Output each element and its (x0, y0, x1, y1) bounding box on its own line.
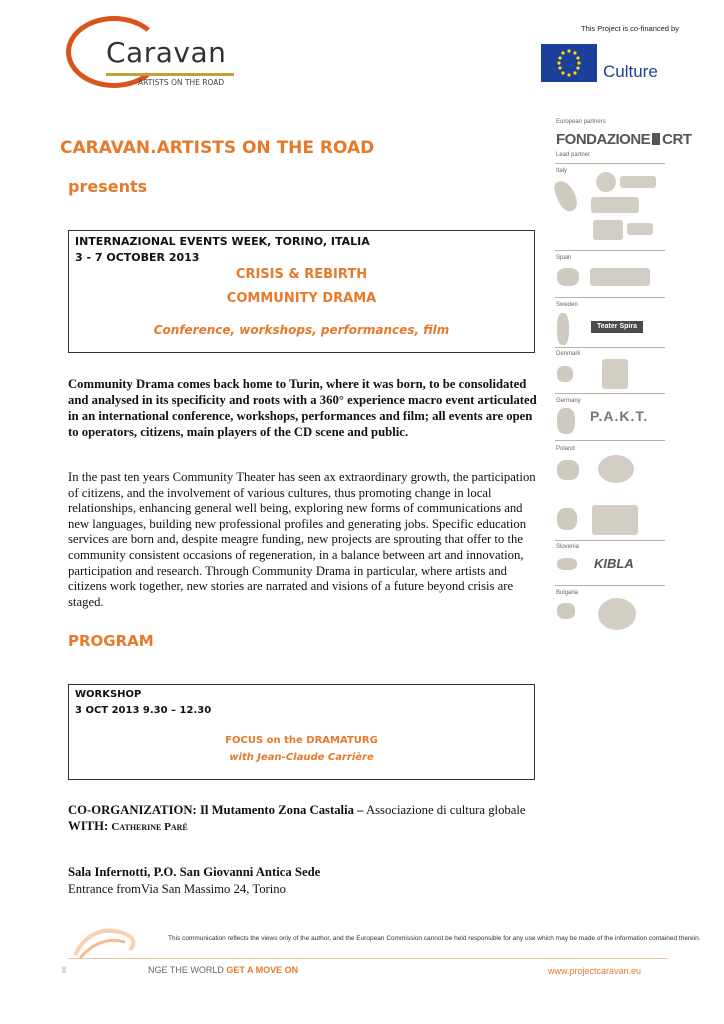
footer-url-link[interactable]: www.projectcaravan.eu (548, 966, 642, 976)
poland-map-icon (557, 460, 579, 480)
fondazione-crt-logo (556, 131, 692, 148)
denmark-map-icon (557, 366, 573, 382)
fondazione-text: FONDAZIONE (556, 131, 651, 148)
university-text-logo (620, 176, 656, 188)
italian-partner-logo (591, 197, 639, 213)
coorg-name: Il Mutamento Zona Castalia – (199, 803, 364, 817)
workshop-box (68, 684, 535, 780)
italy-label: Italy (556, 168, 568, 174)
with-name: Catherine Paré (111, 821, 188, 833)
teater-spira-logo: Teater Spira (591, 321, 643, 333)
divider (555, 347, 665, 348)
logo-subtitle: ARTISTS ON THE ROAD (138, 78, 225, 87)
event-dates-line: 3 - 7 OCTOBER 2013 (75, 251, 200, 264)
community-heading: COMMUNITY DRAMA (226, 291, 377, 306)
dancers-logo (593, 220, 623, 240)
tnt-logo (590, 268, 650, 286)
with-label: WITH: (68, 819, 109, 833)
presents-heading: presents (68, 177, 148, 196)
workshop-with: with Jean-Claude Carrière (229, 752, 374, 763)
eu-flag-icon (541, 44, 597, 82)
footer-divider (68, 958, 668, 959)
european-partners-label: European partners (556, 119, 606, 125)
crt-text: CRT (662, 131, 692, 148)
footer-swirl-icon (70, 920, 145, 960)
divider (555, 163, 665, 164)
divider (555, 440, 665, 441)
polish-partner-logo (598, 455, 634, 483)
intro-body-paragraph: In the past ten years Community Theater has seen ax extraordinary growth, the participation of citizens, and the involvement of various cultures, thus promoting change in local relationships, enhancing general well being, exploring new forms of communications and new languages, building new professional profiles and generating jobs. Specific education services are born and, despite meagre funding, new projects are sprouting that offer to the community consistent occasions of regeneration, in a balance between art and innovation, participation and research. Through Community Drama in particular, where artists and citizens work together, new stories are narrated and visions of a future beyond crisis are staged. (68, 470, 536, 609)
poland-map-icon-2 (557, 508, 577, 530)
conference-subheading: Conference, workshops, performances, film (153, 323, 450, 337)
page-mark: ll (62, 965, 66, 975)
divider (555, 393, 665, 394)
coorg-assoc: Associazione di cultura globale (365, 803, 526, 817)
denmark-label: Denmark (556, 351, 581, 357)
bulgarian-partner-logo (598, 598, 636, 630)
crisis-heading: CRISIS & REBIRTH (235, 267, 368, 282)
italy-map-icon (552, 178, 580, 214)
culture-label: Culture (603, 62, 658, 81)
spain-label: Spain (556, 255, 572, 261)
venue-block (68, 864, 320, 898)
bulgaria-map-icon (557, 603, 575, 619)
poland-label: Poland (556, 446, 575, 452)
venue-name: Sala Infernotti, P.O. San Giovanni Antica Sede (68, 865, 321, 879)
caravan-logo (66, 16, 236, 86)
footer-slogan-bold: GET A MOVE ON (226, 965, 299, 975)
alba-logo (592, 505, 638, 535)
workshop-focus: FOCUS on the DRAMATURG (225, 735, 378, 746)
germany-map-icon (557, 408, 575, 434)
spain-map-icon (557, 268, 579, 286)
university-seal-icon (596, 172, 616, 192)
cofinanced-text: This Project is co-financed by (581, 24, 679, 33)
italian-partner-logo-2 (627, 223, 653, 235)
event-box (68, 230, 535, 353)
divider (555, 297, 665, 298)
pakt-logo: P.A.K.T. (590, 408, 649, 424)
coorganization-block (68, 802, 568, 835)
germany-label: Germany (556, 398, 581, 404)
divider (555, 540, 665, 541)
disclaimer-text: This communication reflects the views only of the author, and the European Commission cannot be held responsible for any use which may be made of the information contained therein. (168, 935, 701, 942)
slovenia-label: Slovenia (556, 544, 580, 550)
logo-name: Caravan (106, 36, 227, 69)
page-title: CARAVAN.ARTISTS ON THE ROAD (60, 138, 375, 158)
lead-partner-label: Lead partner (556, 152, 591, 158)
coorg-label: CO-ORGANIZATION: (68, 803, 197, 817)
venue-address: Entrance fromVia San Massimo 24, Torino (68, 882, 286, 896)
sweden-map-icon (557, 313, 569, 345)
slovenia-map-icon (557, 558, 577, 570)
footer-slogan (148, 965, 298, 975)
divider (555, 250, 665, 251)
divider (555, 585, 665, 586)
bulgaria-label: Bulgaria (556, 590, 579, 596)
program-heading: PROGRAM (68, 632, 154, 650)
workshop-date: 3 OCT 2013 9.30 – 12.30 (75, 705, 212, 716)
logo-bar (106, 73, 234, 76)
intro-bold-paragraph: Community Drama comes back home to Turin, where it was born, to be consolidated and analysed in its specificity and roots with a 360° experience macro event articulated in an international conference, workshops, performances and film; all events are open to operators, citizens, main players of the CD scene and public. (68, 377, 537, 439)
sweden-label: Sweden (556, 302, 578, 308)
kibla-logo: KIBLA (594, 556, 634, 571)
event-week-line: INTERNAZIONAL EVENTS WEEK, TORINO, ITALIA (75, 235, 370, 248)
danish-partner-logo (602, 359, 628, 389)
footer-slogan-prefix: NGE THE WORLD (148, 965, 227, 975)
workshop-label: WORKSHOP (75, 689, 142, 700)
